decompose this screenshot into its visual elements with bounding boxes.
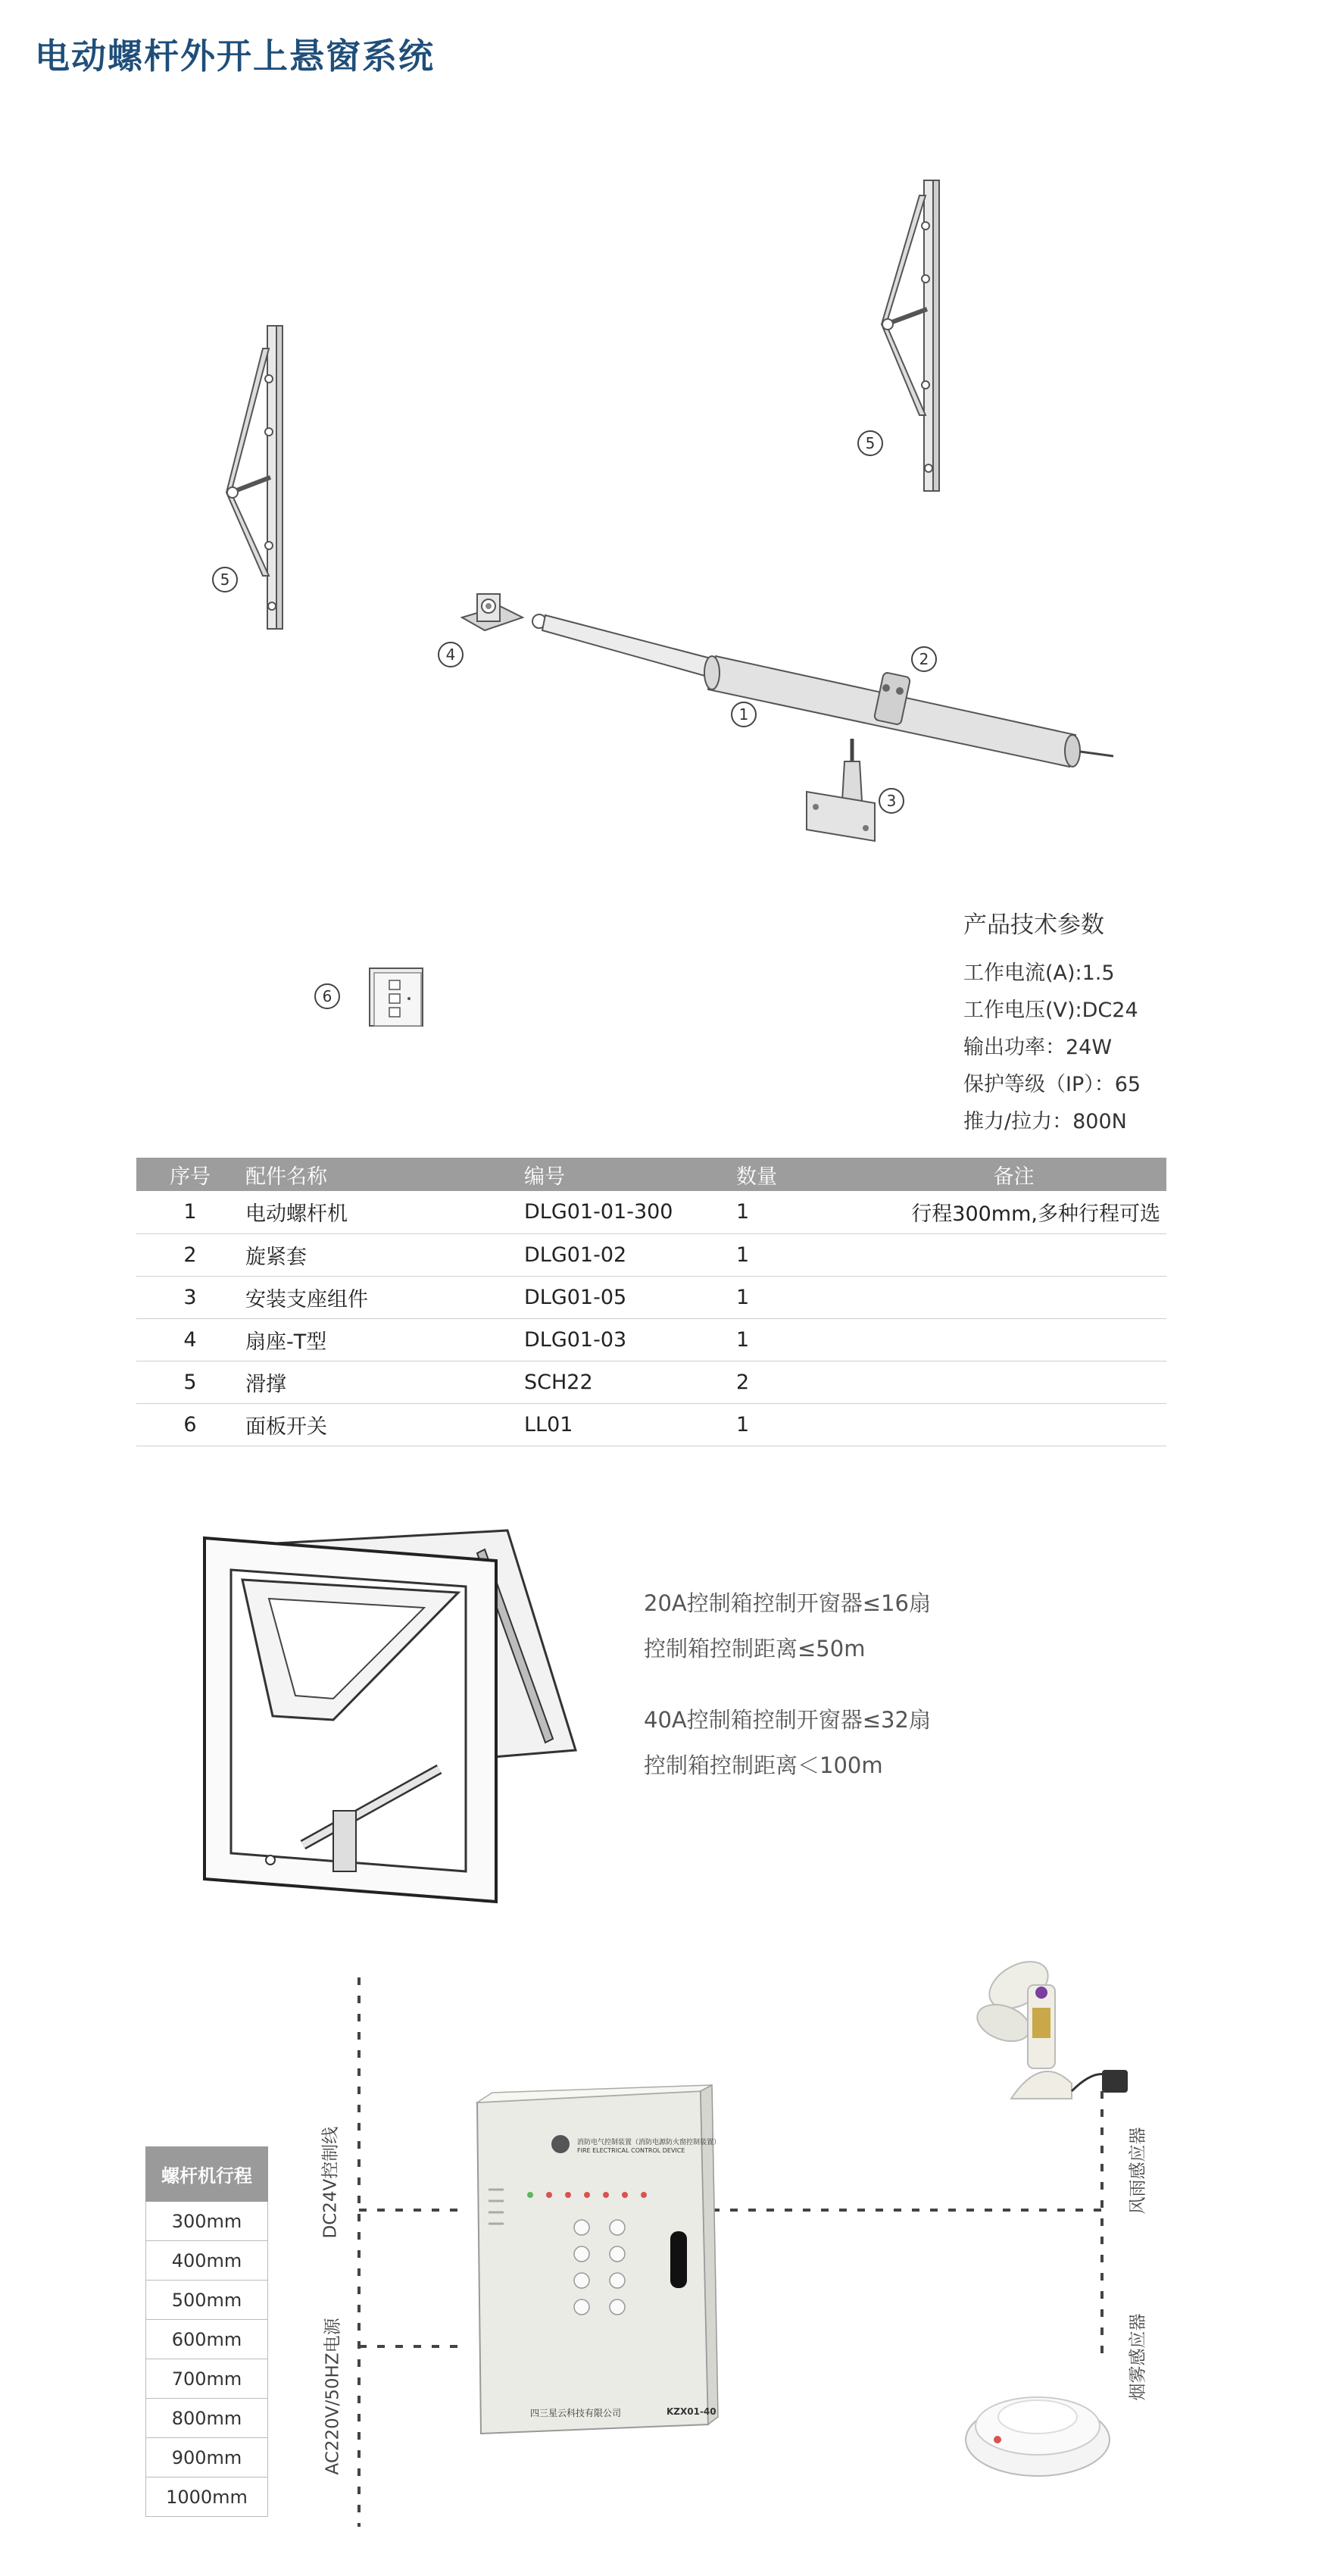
header-code: 编号 <box>524 1158 736 1191</box>
spec-ip-rating: 保护等级（IP）：65 <box>963 1073 1141 1096</box>
cell-qty: 1 <box>736 1276 861 1318</box>
spec-power: 输出功率：24W <box>963 1036 1113 1059</box>
cell-name: 电动螺杆机 <box>244 1191 524 1233</box>
stroke-value: 300mm <box>146 2202 268 2241</box>
cell-no: 4 <box>136 1318 244 1361</box>
cell-qty: 1 <box>736 1318 861 1361</box>
control-info-line-1: 20A控制箱控制开窗器≤16扇 <box>644 1590 931 1616</box>
specs-title: 产品技术参数 <box>963 911 1104 939</box>
smoke-sensor-label: 烟雾感应器 <box>1128 2313 1148 2401</box>
cell-name: 面板开关 <box>244 1403 524 1446</box>
cell-no: 3 <box>136 1276 244 1318</box>
wind-rain-sensor-illustration <box>958 1940 1155 2114</box>
callout-2: 2 <box>911 646 937 672</box>
cell-code: LL01 <box>524 1403 736 1446</box>
control-info-line-4: 控制箱控制距离＜100m <box>644 1752 883 1778</box>
callout-5-right: 5 <box>857 430 883 456</box>
callout-6: 6 <box>314 983 340 1009</box>
cell-code: DLG01-05 <box>524 1276 736 1318</box>
header-note: 备注 <box>861 1158 1166 1191</box>
cell-name: 滑撑 <box>244 1361 524 1403</box>
cell-note: 行程300mm,多种行程可选 <box>861 1191 1166 1233</box>
header-qty: 数量 <box>736 1158 861 1191</box>
page-title: 电动螺杆外开上悬窗系统 <box>35 36 435 77</box>
cell-code: DLG01-01-300 <box>524 1191 736 1233</box>
cell-qty: 2 <box>736 1361 861 1403</box>
cell-qty: 1 <box>736 1233 861 1276</box>
stroke-length-table <box>145 2146 268 2517</box>
spec-current: 工作电流(A):1.5 <box>963 961 1115 985</box>
stroke-value: 400mm <box>146 2241 268 2281</box>
callout-5-left: 5 <box>212 567 238 592</box>
wind-rain-sensor-label: 风雨感应器 <box>1128 2127 1148 2215</box>
cell-name: 旋紧套 <box>244 1233 524 1276</box>
cell-code: SCH22 <box>524 1361 736 1403</box>
cell-no: 1 <box>136 1191 244 1233</box>
stroke-value: 900mm <box>146 2438 268 2478</box>
header-name: 配件名称 <box>244 1158 524 1191</box>
cell-name: 安装支座组件 <box>244 1276 524 1318</box>
cell-code: DLG01-03 <box>524 1318 736 1361</box>
stroke-value: 600mm <box>146 2320 268 2359</box>
control-box-model: KZX01-40 <box>666 2406 716 2417</box>
cell-no: 6 <box>136 1403 244 1446</box>
control-info-line-2: 控制箱控制距离≤50m <box>644 1636 866 1662</box>
ac220-power-label: AC220V/50HZ电源 <box>323 2318 343 2475</box>
control-box-header-en: FIRE ELECTRICAL CONTROL DEVICE <box>577 2147 685 2154</box>
callout-4: 4 <box>438 642 464 667</box>
callout-1: 1 <box>731 702 757 727</box>
stroke-value: 800mm <box>146 2399 268 2438</box>
cell-qty: 1 <box>736 1403 861 1446</box>
stroke-value: 1000mm <box>146 2478 268 2517</box>
header-no: 序号 <box>136 1158 244 1191</box>
spec-voltage: 工作电压(V):DC24 <box>963 999 1138 1022</box>
control-info-line-3: 40A控制箱控制开窗器≤32扇 <box>644 1707 931 1733</box>
cell-no: 2 <box>136 1233 244 1276</box>
smoke-detector-illustration <box>958 2371 1125 2485</box>
stroke-value: 500mm <box>146 2281 268 2320</box>
cell-code: DLG01-02 <box>524 1233 736 1276</box>
cell-no: 5 <box>136 1361 244 1403</box>
stroke-value: 700mm <box>146 2359 268 2399</box>
dc24-control-line-label: DC24V控制线 <box>320 2126 341 2239</box>
callout-3: 3 <box>879 788 904 814</box>
spec-force: 推力/拉力：800N <box>963 1110 1127 1133</box>
cell-qty: 1 <box>736 1191 861 1233</box>
control-box-header-cn: 消防电气控制装置（消防电源防火窗控制装置） <box>577 2139 721 2146</box>
cell-name: 扇座-T型 <box>244 1318 524 1361</box>
stroke-table-header: 螺杆机行程 <box>146 2147 268 2202</box>
control-box-brand: 四三星云科技有限公司 <box>530 2408 622 2418</box>
